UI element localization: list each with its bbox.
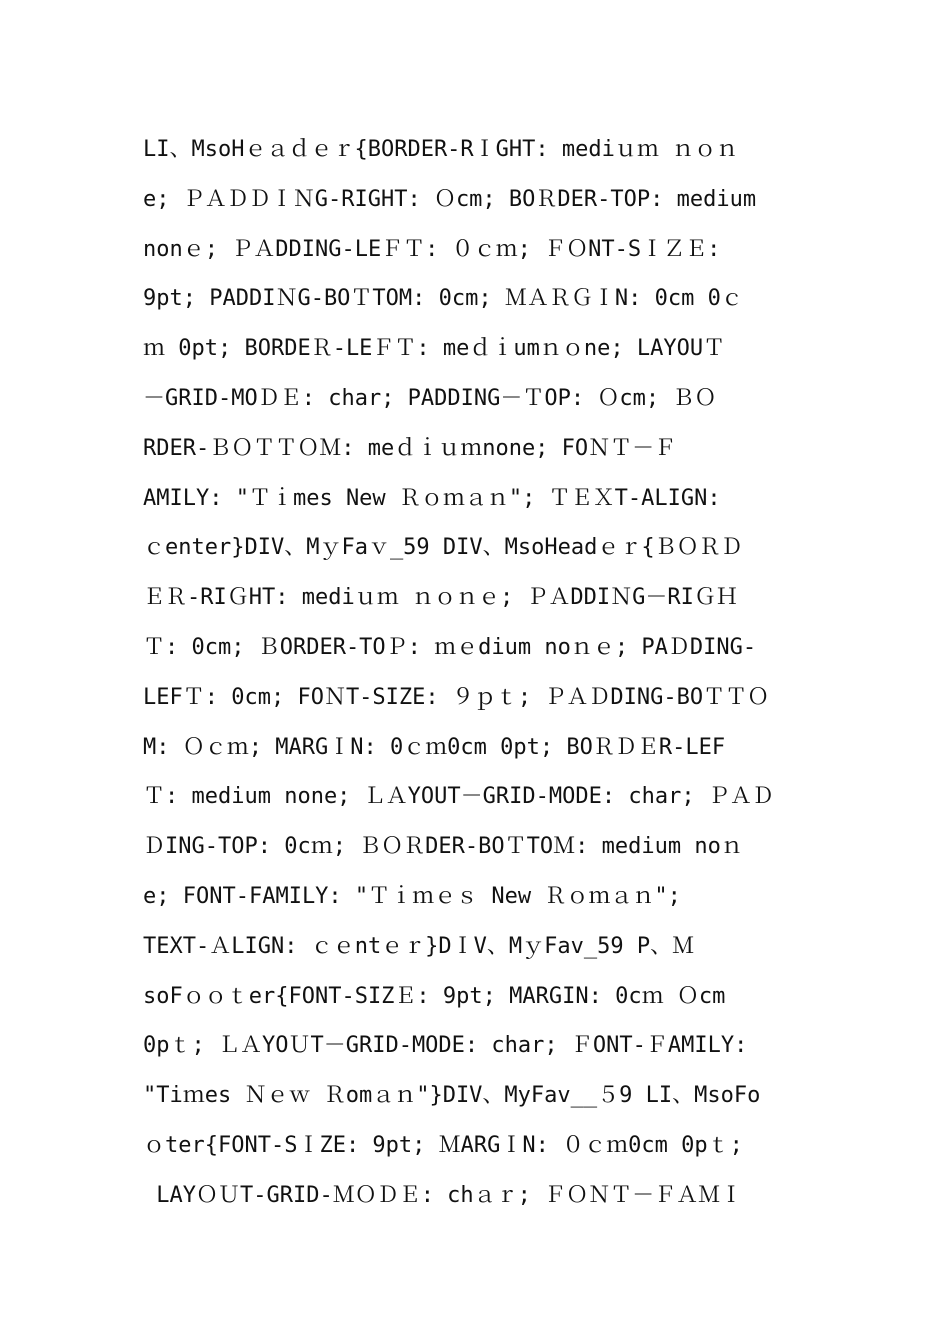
text-line: 0pｔ; ＬＡYOＵT－GRID-MODE: char; ＦONT-ＦAMILY: — [143, 1033, 748, 1059]
text-line: "Tiｍes Ｎｅｗ Ｒomａｎ"}DIV、MyFav__５9 LI、MsoFo — [143, 1083, 761, 1109]
text-line: soFｏｏｔer{FONT-SIZＥ: 9pt; MARGIN: 0cｍ Ｏcm — [143, 983, 726, 1009]
text-line: ＤING-TOP: 0cｍ; ＢＯＲDER-BOＴTOＭ: medium noｎ — [143, 834, 743, 860]
text-line: Ｔ: medium none; ＬＡYOUT－GRID-MODE: char; ＰＡＤ — [143, 784, 774, 810]
text-line: RDER-ＢＯＴＴＯＭ: meｄｉｕｍnone; FOＮＴ－Ｆ — [143, 435, 677, 461]
text-line: AMILY: "Ｔｉmes New Ｒｏｍａｎ"; ＴＥＸT-ALIGN: — [143, 485, 721, 511]
text-line: TEXT-ＡLIGN: ｃｅntｅｒ}DＩV、MｙFav_59 P、Ｍ — [143, 933, 695, 959]
text-line: LEFＴ: 0cm; FOＮT-SIZE: ９ｐｔ; ＰＡＤDING-BOＴＴＯ — [143, 684, 770, 710]
text-line: ｏter{FONT-SＩZE: 9pt; ＭARGＩN: ０ｃｍ0cm 0pｔ; — [143, 1132, 743, 1158]
text-line: LAYＯＵT-GRID-ＭＯＤＥ: chａｒ; ＦＯＮＴ－ＦＡＭＩ — [143, 1182, 743, 1208]
text-line: －GRID-MOＤＥ: char; PADDING－ＴOP: Ｏcm; ＢＯ — [143, 385, 717, 411]
text-line: ｍ 0pt; BORDEＲ-LEＦＴ: meｄｉumｎｏne; LAYOUＴ — [143, 336, 726, 362]
document-body-text — [143, 130, 823, 1226]
text-line: e; FONT-FAMILY: "Ｔｉｍｅｓ New Ｒｏｍａｎ"; — [143, 883, 681, 909]
text-line: Ｔ: 0cm; ＢORDER-TOＰ: ｍｅdium noｎｅ; PAＤDING- — [143, 634, 757, 660]
text-line: nonｅ; ＰＡDDING-LEＦＴ: ０ｃｍ; ＦＯNT-SＩＺＥ: — [143, 236, 721, 262]
text-line: e; ＰＡＤＤＩＮG-RIGHT: Ｏcm; BOＲDER-TOP: medium — [143, 186, 757, 212]
text-line: ｃenter}DIV、MｙFaｖ_59 DIV、MsoHeadｅｒ{ＢＯＲＤ — [143, 535, 743, 561]
text-line: M: Ｏｃｍ; MARGＩN: 0ｃｍ0cm 0pt; BOＲＤＥR-LEF — [143, 734, 726, 760]
text-line: 9pt; PADDIＮG-BOＴTOM: 0cm; ＭＡＲＧＩN: 0cm 0ｃ — [143, 286, 743, 312]
text-line: ＥＲ-RIＧHT: mediｕｍ ｎｏｎｅ; ＰＡDDIＮG－RIＧＨ — [143, 585, 738, 611]
text-line: LI、MsoHｅａｄｅｒ{BORDER-RＩGHT: mediｕｍ ｎｏｎ — [143, 137, 739, 162]
